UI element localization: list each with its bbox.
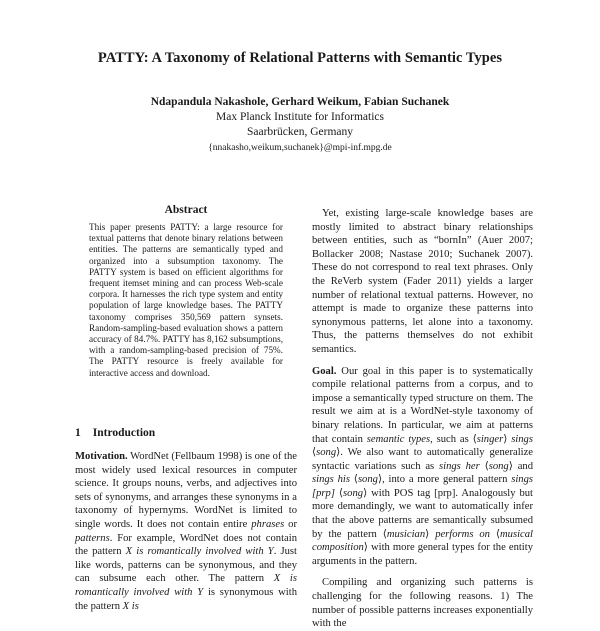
challenges-paragraph: Compiling and organizing such patterns is challenging for the following reasons. 1) The number of possible patterns increases exponentially with the	[312, 577, 533, 630]
intro-text: WordNet (Fellbaum 1998) is one of the most widely used lexical resources in computer science. It groups nouns, verbs, and adjectives into sets of synonyms, and arranges these synonyms in a taxonomy of hypernyms. WordNet is limited to single words. It does not contain entire	[75, 451, 297, 530]
goal-italic: song	[357, 474, 378, 486]
goal-paragraph	[312, 365, 533, 569]
goal-text: ⟨	[489, 528, 501, 540]
goal-text: ⟨	[312, 447, 317, 459]
goal-text: ⟩	[503, 433, 512, 445]
intro-text: or	[284, 518, 297, 530]
goal-text: , such as ⟨	[430, 433, 477, 445]
intro-text: . Just like words, patterns can be synonymous, and they can subsume each other. The pattern	[75, 546, 297, 585]
goal-text: ⟨	[479, 460, 489, 472]
goal-italic: song	[343, 487, 364, 499]
goal-text: ⟩ with more general types for the entity arguments in the pattern.	[312, 542, 533, 567]
goal-italic: song	[316, 447, 337, 459]
abstract-heading: Abstract	[164, 204, 208, 216]
motivation-runin: Motivation.	[75, 451, 128, 462]
goal-text: Our goal in this paper is to systematically compile relational patterns from a corpus, and to impose a semantically typed structure on them. The result we aim at is a WordNet-style taxonomy of binary relations. In particular, we aim at patterns that contain	[312, 365, 533, 445]
section-number: 1	[75, 427, 81, 439]
intro-italic: X is romantically involved with Y	[75, 573, 297, 598]
goal-text: ⟩. We also want to automatically generalize syntactic variations such as	[312, 447, 533, 472]
goal-italic: sings his	[312, 474, 350, 486]
introduction-paragraph	[75, 450, 297, 613]
goal-text: ⟨	[334, 487, 344, 499]
goal-text: ⟩	[425, 528, 436, 540]
goal-text: ⟩, into a more general pattern	[377, 474, 512, 486]
goal-italic: sings	[511, 433, 533, 445]
goal-italic: musician	[386, 528, 426, 540]
goal-italic: singer	[476, 433, 504, 445]
goal-italic: sings her	[439, 460, 480, 472]
goal-text: ⟩ and	[508, 460, 533, 472]
goal-text: ⟩ with POS tag [prp]. Analogously but more demandingly, we want to automatically infer that the above patterns are semantically subsumed by the pattern ⟨	[312, 487, 533, 540]
right-column	[312, 207, 533, 631]
author-list: Ndapandula Nakashole, Gerhard Weikum, Fabian Suchanek	[150, 96, 450, 108]
intro-italic: X is	[122, 600, 139, 612]
section-heading-introduction	[75, 427, 155, 439]
paper-title: PATTY: A Taxonomy of Relational Patterns with Semantic Types	[97, 50, 503, 66]
goal-italic: performs on	[435, 528, 490, 540]
kb-paragraph: Yet, existing large-scale knowledge bases are mostly limited to abstract binary relationships between entities, such as “bornIn” (Auer 2007; Bollacker 2008; Nastase 2010; Suchanek 2007). These do not correspond to real text phrases. Only the ReVerb system (Fader 2011) yields a larger number of relational textual patterns. However, no attempt is made to organize these patterns into synonymous patterns, let alone into a taxonomy. Thus, the patterns themselves do not exhibit semantics.	[312, 208, 533, 355]
goal-italic: song	[488, 460, 509, 472]
intro-italic: X is romantically involved with Y	[125, 546, 274, 558]
affiliation-institute: Max Planck Institute for Informatics	[216, 111, 384, 123]
goal-italic: sings [prp]	[312, 474, 533, 499]
goal-italic: semantic types	[366, 433, 431, 445]
goal-italic: musical composition	[312, 528, 533, 554]
intro-italic: phrases	[251, 518, 285, 530]
author-emails: {nnakasho,weikum,suchanek}@mpi-inf.mpg.de	[208, 143, 392, 153]
affiliation-location: Saarbrücken, Germany	[246, 126, 353, 138]
intro-italic: patterns	[75, 532, 110, 544]
left-column	[75, 204, 297, 379]
goal-runin: Goal.	[312, 365, 337, 377]
intro-text: is synonymous with the pattern	[75, 586, 297, 612]
section-title: Introduction	[92, 427, 156, 439]
abstract-text: This paper presents PATTY: a large resource for textual patterns that denote binary relations between entities. The patterns are semantically typed and organized into a subsumption taxonomy. The PATTY system is based on efficient algorithms for frequent itemset mining and can process Web-scale corpora. It harnesses the rich type system and entity population of large knowledge bases. The PATTY taxonomy comprises 350,569 pattern synsets. Random-sampling-based evaluation shows a pattern accuracy of 84.7%. PATTY has 8,162 subsumptions, with a random-sampling-based precision of 75%. The PATTY resource is freely available for interactive access and download.	[89, 222, 283, 378]
intro-text: . For example, WordNet does not contain the pattern	[75, 532, 297, 558]
goal-text: ⟨	[349, 474, 358, 486]
